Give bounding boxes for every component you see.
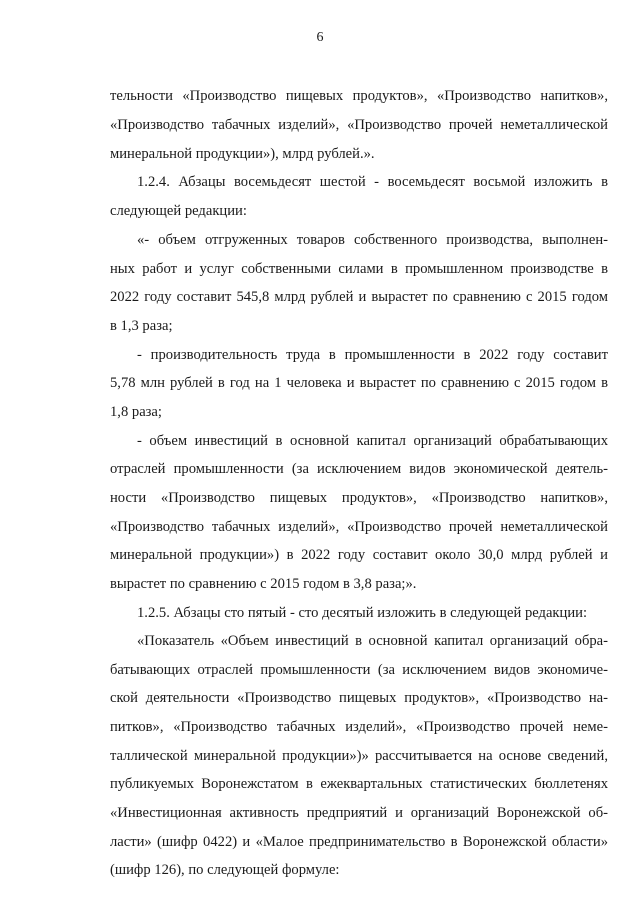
text-line: отраслей промышленности (за исключением видов экономической деятель-	[110, 461, 608, 477]
text-line: минеральной продукции»), млрд рублей.».	[110, 146, 375, 162]
text-line: (шифр 126), по следующей формуле:	[110, 862, 340, 878]
text-line: «- объем отгруженных товаров собственного производства, выполнен-	[137, 232, 608, 248]
text-line: минеральной продукции») в 2022 году составит около 30,0 млрд рублей и	[110, 547, 608, 563]
text-line: батывающих отраслей промышленности (за исключением видов экономиче-	[110, 662, 608, 678]
text-line: таллической минеральной продукции»)» рассчитывается на основе сведений,	[110, 748, 608, 764]
text-line: 1.2.5. Абзацы сто пятый - сто десятый изложить в следующей редакции:	[137, 605, 588, 621]
text-line: следующей редакции:	[110, 203, 247, 219]
text-line: 5,78 млн рублей в год на 1 человека и вырастет по сравнению с 2015 годом в	[110, 375, 608, 391]
text-line: «Производство табачных изделий», «Производство прочей неметаллической	[110, 117, 608, 133]
text-line: «Инвестиционная активность предприятий и организаций Воронежской об-	[110, 805, 608, 821]
text-line: 2022 году составит 545,8 млрд рублей и вырастет по сравнению с 2015 годом	[110, 289, 608, 305]
text-line: ных работ и услуг собственными силами в промышленном производстве в	[110, 261, 608, 277]
text-line: ности «Производство пищевых продуктов», «Производство напитков»,	[110, 490, 608, 506]
text-line: ласти» (шифр 0422) и «Малое предпринимательство в Воронежской области»	[110, 834, 608, 850]
text-line: питков», «Производство табачных изделий», «Производство прочей неме-	[110, 719, 608, 735]
text-line: вырастет по сравнению с 2015 годом в 3,8 раза;».	[110, 576, 417, 592]
text-line: 1.2.4. Абзацы восемьдесят шестой - восемьдесят восьмой изложить в	[137, 174, 608, 190]
text-line: «Показатель «Объем инвестиций в основной капитал организаций обра-	[137, 633, 608, 649]
text-line: 1,8 раза;	[110, 404, 162, 420]
text-line: - объем инвестиций в основной капитал организаций обрабатывающих	[137, 433, 608, 449]
text-line: ской деятельности «Производство пищевых продуктов», «Производство на-	[110, 690, 608, 706]
text-line: в 1,3 раза;	[110, 318, 173, 334]
text-line: публикуемых Воронежстатом в ежеквартальных статистических бюллетенях	[110, 776, 608, 792]
text-line: «Производство табачных изделий», «Производство прочей неметаллической	[110, 519, 608, 535]
text-line: тельности «Производство пищевых продуктов», «Производство напитков»,	[110, 88, 608, 104]
text-line: - производительность труда в промышленности в 2022 году составит	[137, 347, 608, 363]
page-number: 6	[316, 30, 324, 45]
